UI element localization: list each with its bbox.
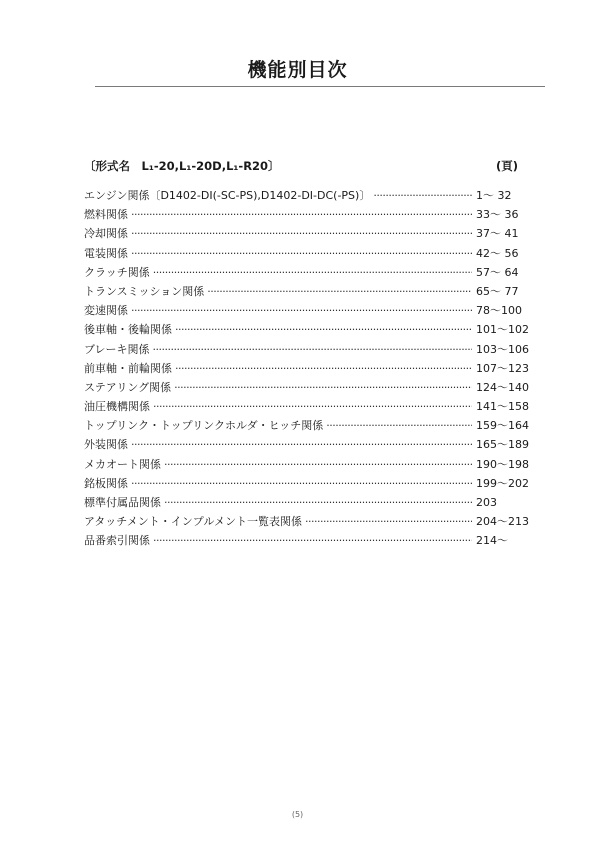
toc-entry-label: 品番索引関係 ·····: [84, 534, 472, 548]
toc-entry-pages: 1～ 32: [476, 189, 512, 202]
toc-entry-transmission[interactable]: [84, 285, 536, 304]
page-column-label: (頁): [495, 159, 518, 173]
toc-entry-pages: 165～189: [476, 438, 529, 452]
toc-entry-label: クラッチ関係 ·····: [84, 266, 472, 280]
toc-entry-pages: 42～ 56: [476, 246, 519, 260]
toc-entry-pages: 159～164: [476, 419, 529, 433]
toc-entry-top-link[interactable]: [84, 419, 536, 438]
toc-entry-pages: 103～106: [476, 342, 529, 356]
toc-entry-pages: 78～100: [476, 304, 522, 318]
toc-entry-fuel[interactable]: [84, 208, 536, 227]
toc-entry-label: 銘板関係 ·····: [84, 477, 472, 491]
title-divider: [95, 86, 545, 87]
toc-entry-label: 外装関係 ·····: [84, 438, 472, 452]
toc-entry-label: 標準付属品関係 ·····: [84, 496, 472, 510]
toc-entry-nameplate[interactable]: [84, 477, 536, 496]
toc-entry-speed-change[interactable]: [84, 304, 536, 323]
toc-entry-exterior[interactable]: [84, 438, 536, 457]
toc-entry-pages: 37～ 41: [476, 227, 519, 241]
toc-entry-front-axle[interactable]: [84, 362, 536, 381]
toc-entry-part-index[interactable]: [84, 534, 536, 553]
toc-entry-label: 燃料関係 ·····: [84, 208, 472, 222]
toc-entry-rear-axle[interactable]: [84, 323, 536, 342]
toc-entry-label: 冷却関係 ·····: [84, 227, 472, 241]
toc-entry-clutch[interactable]: [84, 266, 536, 285]
toc-entry-label: 前車軸・前輪関係 ·····: [84, 362, 472, 376]
toc-entry-label: メカオート関係 ·····: [84, 458, 472, 472]
toc-entry-brake[interactable]: [84, 343, 536, 362]
toc-entry-label: ブレーキ関係 ·····: [84, 343, 472, 357]
toc-entry-label: ステアリング関係 ·····: [84, 381, 472, 395]
toc-entry-pages: 141～158: [476, 400, 529, 414]
toc-entry-pages: 214～: [476, 534, 508, 548]
toc-entry-hydraulics[interactable]: [84, 400, 536, 419]
toc-entry-label: エンジン関係〔D1402-DI(-SC-PS),D1402-DI-DC(-PS)〕 ·····: [84, 189, 472, 203]
page-number: (5): [291, 810, 304, 819]
toc-entry-cooling[interactable]: [84, 227, 536, 246]
toc-entry-label: 電装関係 ·····: [84, 247, 472, 261]
toc-entry-label: トランスミッション関係 ·····: [84, 285, 472, 299]
toc-entry-label: 変速関係 ·····: [84, 304, 472, 318]
table-of-contents: [84, 189, 536, 554]
toc-entry-label: 後車軸・後輪関係 ·····: [84, 323, 472, 337]
toc-entry-pages: 33～ 36: [476, 208, 519, 222]
toc-entry-label: トップリンク・トップリンクホルダ・ヒッチ関係 ·····: [84, 419, 472, 433]
model-names: 〔形式名 L₁-20,L₁-20D,L₁-R20〕: [84, 159, 280, 173]
toc-entry-pages: 190～198: [476, 457, 529, 471]
toc-entry-pages: 101～102: [476, 323, 529, 337]
toc-entry-pages: 203: [476, 496, 497, 509]
toc-entry-standard-accessories[interactable]: [84, 496, 536, 515]
toc-entry-engine[interactable]: [84, 189, 536, 208]
toc-entry-label: アタッチメント・インプルメント一覧表関係 ·····: [84, 515, 472, 529]
toc-entry-pages: 65～ 77: [476, 284, 519, 298]
toc-entry-pages: 124～140: [476, 380, 529, 394]
toc-entry-pages: 107～123: [476, 361, 529, 375]
toc-entry-electrical[interactable]: [84, 247, 536, 266]
toc-entry-steering[interactable]: [84, 381, 536, 400]
toc-entry-attachments[interactable]: [84, 515, 536, 534]
toc-entry-pages: 199～202: [476, 476, 529, 490]
toc-entry-pages: 57～ 64: [476, 265, 519, 279]
toc-entry-label: 油圧機構関係 ·····: [84, 400, 472, 414]
toc-header-row: [84, 158, 536, 174]
page-title: 機能別目次: [247, 59, 348, 81]
toc-entry-pages: 204～213: [476, 515, 529, 529]
toc-entry-mecha-auto[interactable]: [84, 458, 536, 477]
